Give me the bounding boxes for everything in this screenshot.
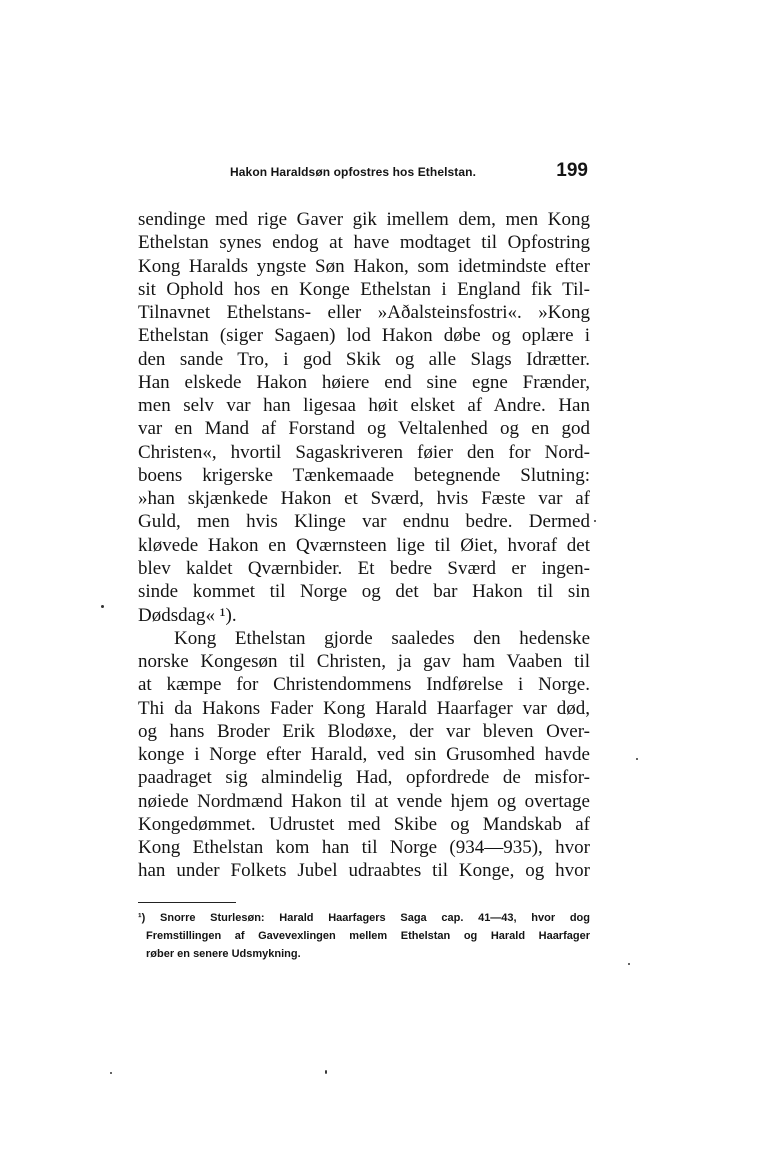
paper-speck bbox=[594, 520, 596, 522]
body-line: blev kaldet Qværnbider. Et bedre Sværd er ingen- bbox=[138, 557, 590, 579]
body-line: Thi da Hakons Fader Kong Harald Haarfager var død, bbox=[138, 697, 590, 719]
body-line: konge i Norge efter Harald, ved sin Grusomhed havde bbox=[138, 744, 590, 766]
body-line: Kong Haralds yngste Søn Hakon, som idetmindste efter bbox=[138, 255, 590, 277]
running-head bbox=[138, 160, 590, 184]
paper-speck bbox=[110, 1072, 112, 1074]
body-line: norske Kongesøn til Christen, ja gav ham Vaaben til bbox=[138, 651, 590, 673]
footnote-line: ¹) Snorre Sturlesøn: Harald Haarfagers Saga cap. 41—43, hvor dog bbox=[138, 912, 590, 924]
paper-speck bbox=[636, 758, 638, 760]
body-line-paragraph-start: Kong Ethelstan gjorde saaledes den hedenske bbox=[174, 627, 590, 649]
body-line: Guld, men hvis Klinge var endnu bedre. Dermed bbox=[138, 511, 590, 533]
body-line: Dødsdag« ¹). bbox=[138, 604, 237, 626]
body-line: Tilnavnet Ethelstans- eller »Aðalsteinsfostri«. »Kong bbox=[138, 302, 590, 324]
footnote-line: Fremstillingen af Gavevexlingen mellem Ethelstan og Harald Haarfager bbox=[146, 930, 590, 942]
body-line: »han skjænkede Hakon et Sværd, hvis Fæste var af bbox=[138, 488, 590, 510]
body-line: kløvede Hakon en Qværnsteen lige til Øiet, hvoraf det bbox=[138, 534, 590, 556]
body-line: men selv var han ligesaa høit elsket af Andre. Han bbox=[138, 395, 590, 417]
body-line: og hans Broder Erik Blodøxe, der var bleven Over- bbox=[138, 720, 590, 742]
body-line: var en Mand af Forstand og Veltalenhed og en god bbox=[138, 418, 590, 440]
body-line: Ethelstan (siger Sagaen) lod Hakon døbe og oplære i bbox=[138, 325, 590, 347]
body-line: Han elskede Hakon høiere end sine egne Frænder, bbox=[138, 371, 590, 393]
footnote-line: røber en senere Udsmykning. bbox=[146, 948, 301, 960]
body-line: Christen«, hvortil Sagaskriveren føier den for Nord- bbox=[138, 441, 590, 463]
running-title: Hakon Haraldsøn opfostres hos Ethelstan. bbox=[230, 165, 477, 179]
paper-speck bbox=[628, 963, 630, 965]
body-line: Kong Ethelstan kom han til Norge (934—935), hvor bbox=[138, 837, 590, 859]
body-line: nøiede Nordmænd Hakon til at vende hjem og overtage bbox=[138, 790, 590, 812]
paper-speck bbox=[101, 605, 104, 608]
page-number: 199 bbox=[556, 160, 588, 181]
body-line: sinde kommet til Norge og det bar Hakon til sin bbox=[138, 581, 590, 603]
body-line: boens krigerske Tænkemaade betegnende Slutning: bbox=[138, 464, 590, 486]
body-line: sendinge med rige Gaver gik imellem dem, men Kong bbox=[138, 209, 590, 230]
body-line: han under Folkets Jubel udraabtes til Konge, og hvor bbox=[138, 860, 590, 882]
body-line: Ethelstan synes endog at have modtaget til Opfostring bbox=[138, 232, 590, 254]
paper-speck bbox=[325, 1070, 327, 1074]
body-line: den sande Tro, i god Skik og alle Slags Idrætter. bbox=[138, 348, 590, 370]
footnote-divider bbox=[138, 902, 236, 903]
body-text bbox=[138, 208, 590, 883]
body-line: sit Ophold hos en Konge Ethelstan i England fik Til- bbox=[138, 278, 590, 300]
footnote bbox=[138, 909, 590, 963]
body-line: paadraget sig almindelig Had, opfordrede de misfor- bbox=[138, 767, 590, 789]
body-line: Kongedømmet. Udrustet med Skibe og Mandskab af bbox=[138, 813, 590, 835]
body-line: at kæmpe for Christendommens Indførelse i Norge. bbox=[138, 674, 590, 696]
